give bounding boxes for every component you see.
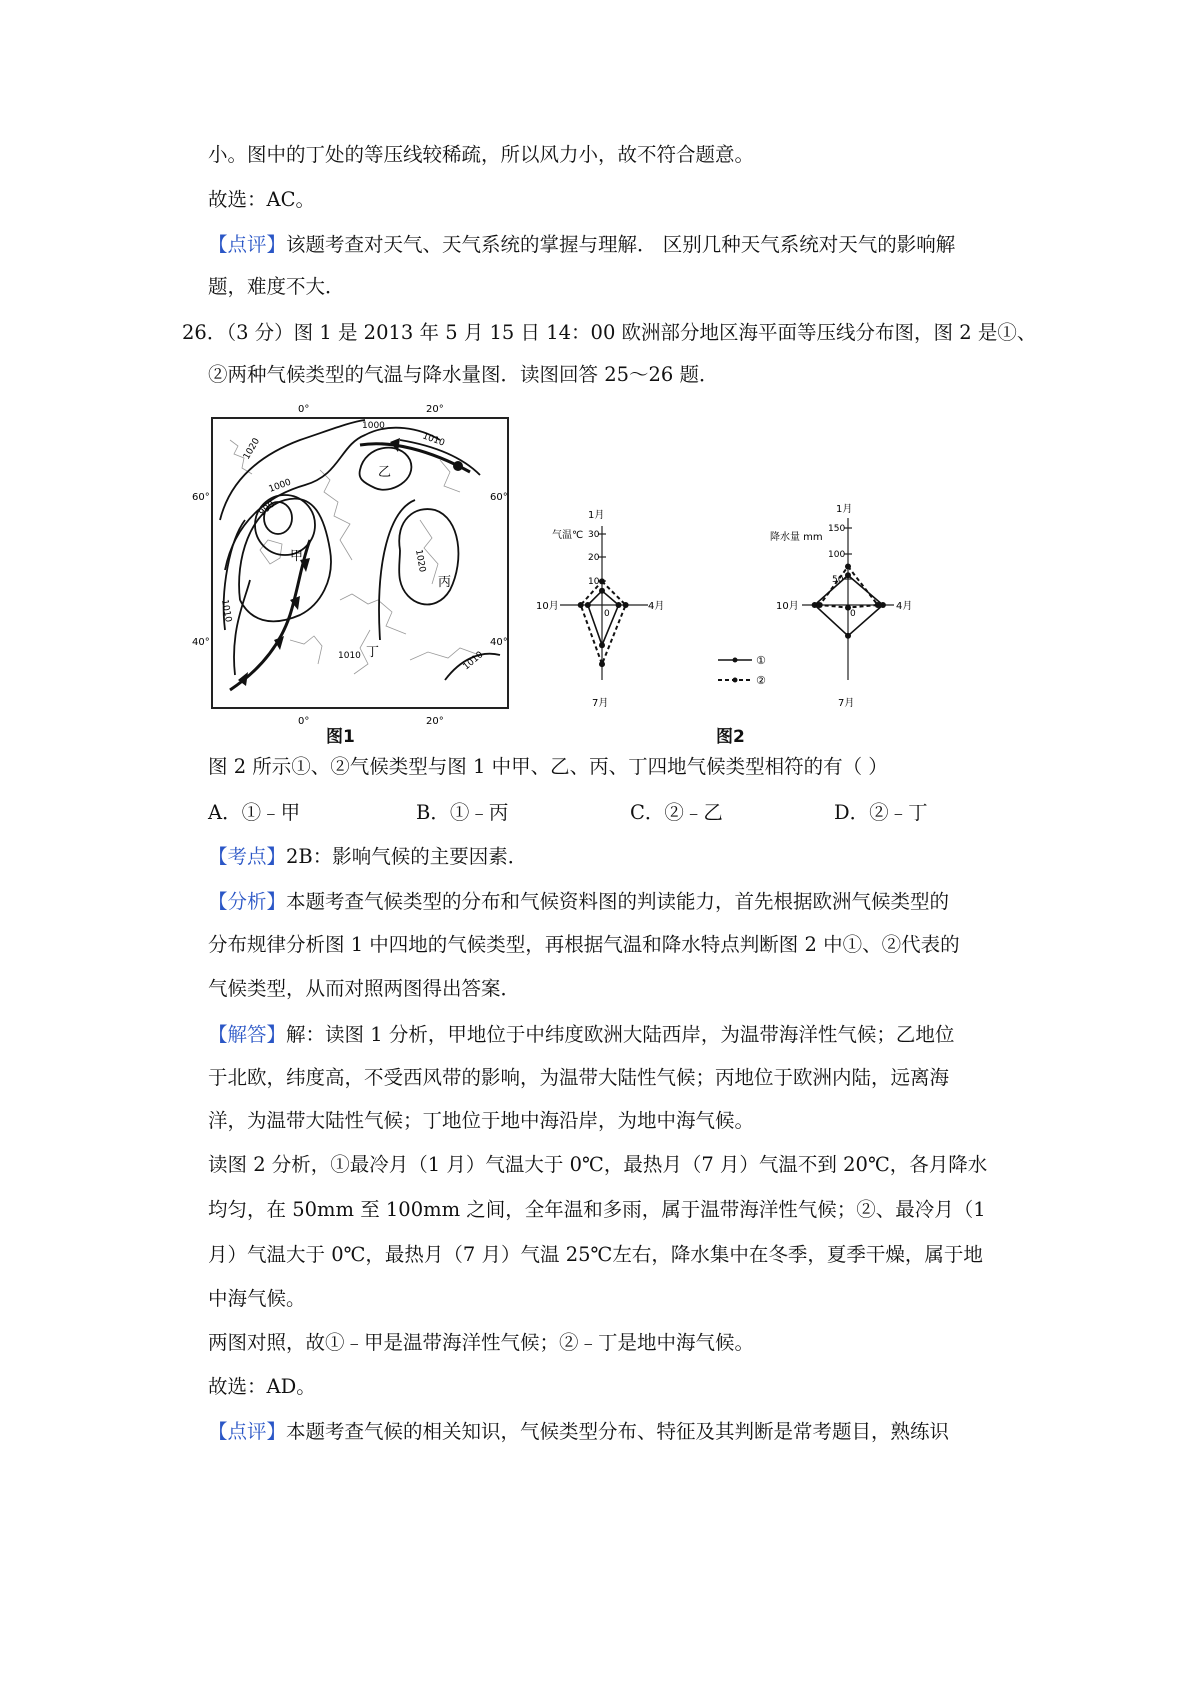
answer-line-2: 故选：AD。 — [208, 1375, 316, 1398]
figure-2-climate-charts — [536, 500, 1000, 720]
figure-1-caption: 图1 — [326, 727, 355, 747]
jieda-line-5: 均匀，在 50mm 至 100mm 之间，全年温和多雨，属于温带海洋性气候；②、最冷月（1 — [208, 1198, 986, 1221]
precip-series-1-point — [845, 633, 851, 639]
isobar-label: 1020 — [413, 548, 427, 574]
isobar-label: 1020 — [241, 436, 263, 462]
jieda-line-4: 读图 2 分析，①最冷月（1 月）气温大于 0℃，最热月（7 月）气温不到 20℃，各月降水 — [208, 1153, 988, 1176]
legend — [718, 654, 766, 687]
precip-series-2-point — [875, 602, 881, 608]
option-d: D．②﹣丁 — [834, 801, 928, 824]
precip-month-4: 4月 — [896, 601, 913, 612]
precip-series-2-point — [845, 564, 851, 570]
review-text: 该题考查对天气、天气系统的掌握与理解． 区别几种天气系统对天气的影响解 — [286, 233, 956, 256]
lon-label-0: 0° — [298, 404, 310, 415]
lon-label-0-bottom: 0° — [298, 716, 310, 727]
lat-label-60: 60° — [192, 492, 210, 503]
temp-month-1: 1月 — [588, 510, 605, 521]
temp-tick-30: 30 — [588, 530, 600, 540]
precip-series-1-point — [880, 602, 886, 608]
question-stem-line-1 — [182, 318, 1037, 348]
temp-series-1-point — [599, 588, 605, 594]
temp-series-2-point — [623, 602, 629, 608]
lat-label-40-right: 40° — [490, 637, 508, 648]
question-number: 26． — [182, 321, 227, 344]
review-tag: 【点评】 — [208, 233, 287, 256]
temp-tick-10: 10 — [588, 577, 600, 587]
temp-series-2-point — [578, 602, 584, 608]
question-stem-line-2: ②两种气候类型的气温与降水量图．读图回答 25～26 题． — [208, 363, 719, 386]
precip-tick-50: 50 — [832, 575, 844, 585]
review-tag-2: 【点评】 — [208, 1420, 287, 1443]
review-line-3 — [208, 1417, 1028, 1447]
text-line: 小。图中的丁处的等压线较稀疏，所以风力小，故不符合题意。 — [208, 143, 755, 166]
jieda-line-3: 洋，为温带大陆性气候；丁地位于地中海沿岸，为地中海气候。 — [208, 1109, 755, 1132]
legend-label-2: ② — [756, 674, 766, 687]
option-b: B．①﹣丙 — [416, 801, 509, 824]
legend-marker-1 — [733, 658, 738, 663]
temp-series-2-line — [581, 581, 626, 664]
option-c: C．②﹣乙 — [630, 801, 723, 824]
precip-series-1-point — [812, 602, 818, 608]
jieda-text: 解：读图 1 分析，甲地位于中纬度欧洲大陆西岸，为温带海洋性气候；乙地位 — [286, 1023, 955, 1046]
legend-label-1: ① — [756, 654, 766, 667]
fenxi-tag: 【分析】 — [208, 890, 287, 913]
temp-series-group — [578, 578, 629, 667]
isobar-label: 1000 — [362, 421, 385, 431]
jieda-line-2: 于北欧，纬度高，不受西风带的影响，为温带大陆性气候；丙地位于欧洲内陆，远离海 — [208, 1066, 950, 1089]
temp-series-2-point — [599, 578, 605, 584]
temp-axis-title: 气温℃ — [552, 530, 584, 541]
option-a: A．①﹣甲 — [208, 801, 301, 824]
isobar-label: 1010 — [219, 598, 233, 624]
review-line-2: 题，难度不大． — [208, 275, 345, 298]
temp-series-1-point — [599, 642, 605, 648]
precip-series-1-point — [845, 572, 851, 578]
jieda-line-8: 两图对照，故①﹣甲是温带海洋性气候；②﹣丁是地中海气候。 — [208, 1331, 755, 1354]
kaodian-tag: 【考点】 — [208, 845, 287, 868]
fenxi-text: 本题考查气候类型的分布和气候资料图的判读能力，首先根据欧洲气候类型的 — [286, 890, 950, 913]
lat-label-60-right: 60° — [490, 492, 508, 503]
precip-series-2-point — [845, 605, 851, 611]
fenxi-line-1 — [208, 887, 1028, 917]
lat-label-40: 40° — [192, 637, 210, 648]
question-stem: （3 分）图 1 是 2013 年 5 月 15 日 14：00 欧洲部分地区海平面等压线分布图，图 2 是①、 — [226, 321, 1037, 344]
precip-tick-100: 100 — [828, 550, 846, 560]
lon-label-20: 20° — [426, 404, 444, 415]
jieda-line-1 — [208, 1020, 1028, 1050]
temp-chart-axes — [560, 526, 648, 680]
jieda-tag: 【解答】 — [208, 1023, 287, 1046]
temp-series-2-point — [599, 661, 605, 667]
legend-marker-2 — [733, 678, 738, 683]
answer-line: 故选：AC。 — [208, 188, 316, 211]
temp-month-7: 7月 — [592, 698, 609, 709]
temp-month-4: 4月 — [648, 601, 665, 612]
isobar-label: 1010 — [420, 431, 446, 449]
place-ding: 丁 — [366, 645, 380, 660]
place-bing: 丙 — [438, 575, 452, 590]
precip-tick-0: 0 — [850, 609, 856, 619]
temp-series-1-point — [616, 602, 622, 608]
lon-label-20-bottom: 20° — [426, 716, 444, 727]
kaodian-line — [208, 842, 1028, 872]
temp-month-10: 10月 — [536, 601, 559, 612]
precip-tick-150: 150 — [828, 524, 846, 534]
precip-month-1: 1月 — [836, 504, 853, 515]
jieda-line-6: 月）气温大于 0℃，最热月（7 月）气温 25℃左右，降水集中在冬季，夏季干燥，属于地 — [208, 1243, 983, 1266]
fenxi-line-2: 分布规律分析图 1 中四地的气候类型，再根据气温和降水特点判断图 2 中①、②代表的 — [208, 933, 960, 956]
place-jia: 甲 — [290, 549, 304, 564]
kaodian-text: 2B：影响气候的主要因素． — [286, 845, 528, 868]
review-line-1 — [208, 230, 1028, 260]
temp-tick-0: 0 — [604, 609, 610, 619]
precip-axis-title: 降水量 mm — [770, 532, 823, 543]
isobar-label: 1000 — [267, 477, 293, 495]
isobar-label: 1010 — [461, 649, 486, 673]
fenxi-line-3: 气候类型，从而对照两图得出答案． — [208, 977, 521, 1000]
precip-month-7: 7月 — [838, 698, 855, 709]
review-text-2: 本题考查气候的相关知识，气候类型分布、特征及其判断是常考题目，熟练识 — [286, 1420, 950, 1443]
jieda-line-7: 中海气候。 — [208, 1287, 306, 1310]
temp-tick-20: 20 — [588, 553, 600, 563]
isobar-label: 990 — [257, 499, 278, 519]
question-prompt: 图 2 所示①、②气候类型与图 1 中甲、乙、丙、丁四地气候类型相符的有（ ） — [208, 755, 888, 778]
temp-series-1-point — [585, 602, 591, 608]
precip-month-10: 10月 — [776, 601, 799, 612]
figure-2-caption: 图2 — [716, 727, 745, 747]
precip-series-2-point — [817, 602, 823, 608]
place-yi: 乙 — [378, 465, 392, 480]
isobar-label: 1010 — [338, 651, 361, 661]
figure-1-isobar-map — [190, 400, 530, 760]
precip-series-group — [812, 564, 886, 639]
